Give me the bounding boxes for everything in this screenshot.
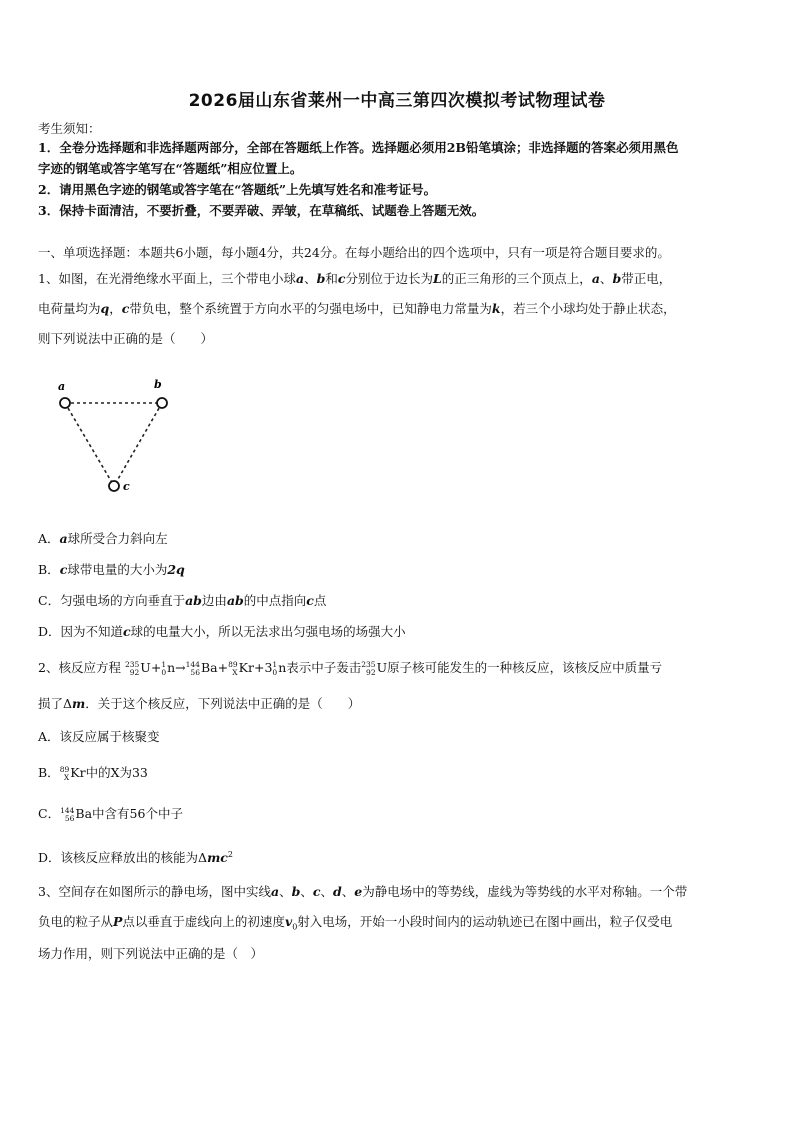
- notice-item-3: 3．保持卡面清洁，不要折叠，不要弄破、弄皱，在草稿纸、试题卷上答题无效。: [38, 203, 485, 218]
- label-b: b: [154, 378, 162, 391]
- q3-stem-line-2: 负电的粒子从P点以垂直于虚线向上的初速度$v_0$射入电场，开始一小段时间内的运动轨迹已在图中画出，粒子仅受电: [38, 914, 673, 932]
- notice-heading: 考生须知：: [38, 121, 101, 136]
- q3-stem-line-3: 场力作用，则下列说法中正确的是（ ）: [38, 946, 264, 961]
- ball-a: [60, 398, 70, 408]
- q2-stem-line-1: 2、核反应方程 235 92 U+ 1 0 n→ 144 56 Ba+ 89 X Kr+3 1 0 n表示中子轰击 235 92 U原子核可能发生的一种核反应，该核反应中质量亏: [38, 659, 663, 677]
- q1-option-b: B．c球带电量的大小为2q: [38, 562, 185, 577]
- q2-option-d: D．该核反应释放出的核能为Δmc$^2$: [38, 850, 233, 866]
- q1-stem-line-3: 则下列说法中正确的是（ ）: [38, 331, 214, 346]
- q1-triangle-figure: [52, 373, 182, 503]
- q1-stem-line-1: 1、如图，在光滑绝缘水平面上，三个带电小球a、b和c分别位于边长为L的正三角形的三个顶点上，a、b带正电，: [38, 271, 672, 286]
- label-c: c: [123, 480, 130, 493]
- q2-option-c: C． 144 56 Ba中含有56个中子: [38, 805, 183, 823]
- q2-option-a: A．该反应属于核聚变: [38, 729, 160, 744]
- q1-option-c: C．匀强电场的方向垂直于ab边由ab的中点指向c点: [38, 593, 327, 608]
- notice-item-1-cont: 字迹的钢笔或答字笔写在“答题纸”相应位置上。: [38, 161, 303, 176]
- ball-c: [109, 481, 119, 491]
- side-ac: [65, 403, 114, 486]
- ball-b: [157, 398, 167, 408]
- q1-option-d: D．因为不知道c球的电量大小，所以无法求出匀强电场的场强大小: [38, 624, 406, 639]
- side-bc: [114, 403, 162, 486]
- label-a: a: [58, 380, 66, 393]
- u-nuclide-numbers: 235 92: [124, 659, 140, 677]
- page-title: 2026届山东省莱州一中高三第四次模拟考试物理试卷: [188, 91, 606, 111]
- q1-option-a: A．a球所受合力斜向左: [38, 531, 168, 546]
- notice-item-1: 1．全卷分选择题和非选择题两部分，全部在答题纸上作答。选择题必须用2B铅笔填涂；非选择题的答案必须用黑色: [38, 140, 679, 155]
- q3-stem-line-1: 3、空间存在如图所示的静电场，图中实线a、b、c、d、e为静电场中的等势线，虚线为等势线的水平对称轴。一个带: [38, 884, 688, 899]
- notice-item-2: 2．请用黑色字迹的钢笔或答字笔在“答题纸”上先填写姓名和准考证号。: [38, 182, 437, 197]
- q2-option-b: B． 89 X Kr中的X为33: [38, 764, 148, 782]
- q1-stem-line-2: 电荷量均为q，c带负电，整个系统置于方向水平的匀强电场中，已知静电力常量为k，若三个小球均处于静止状态，: [38, 301, 676, 316]
- section-heading: 一、单项选择题：本题共6小题，每小题4分，共24分。在每小题给出的四个选项中，只有一项是符合题目要求的。: [38, 245, 670, 260]
- q2-stem-line-2: 损了Δm．关于这个核反应，下列说法中正确的是（ ）: [38, 696, 361, 711]
